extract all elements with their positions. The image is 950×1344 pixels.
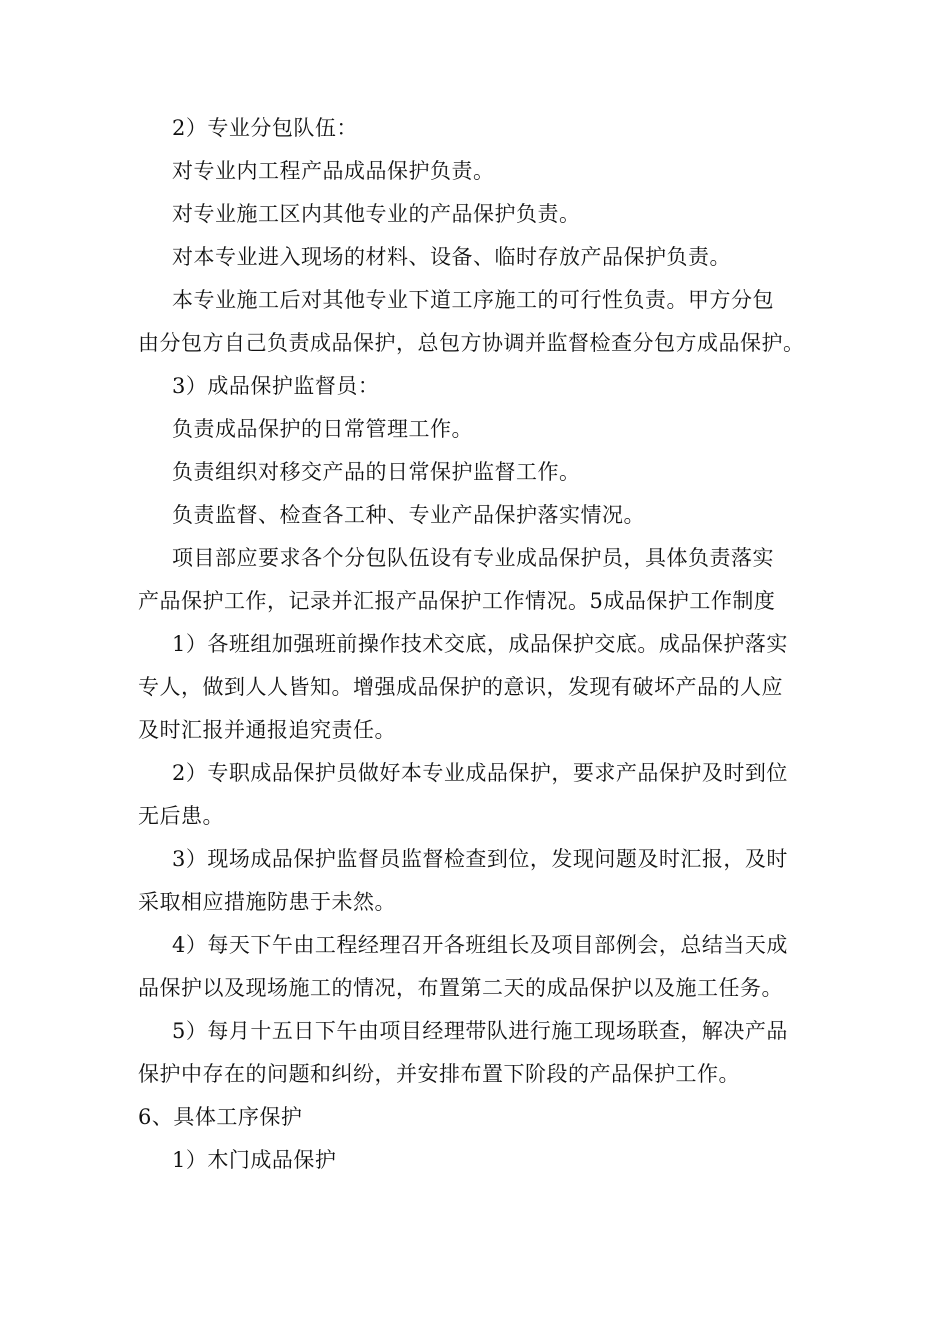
text-line: 无后患。 [138, 804, 224, 828]
text-line: 保护中存在的问题和纠纷，并安排布置下阶段的产品保护工作。 [138, 1062, 740, 1086]
text-line: 2）专职成品保护员做好本专业成品保护，要求产品保护及时到位 [172, 761, 788, 785]
text-line: 负责组织对移交产品的日常保护监督工作。 [172, 460, 581, 484]
text-line: 1）木门成品保护 [172, 1148, 337, 1172]
text-line: 3）现场成品保护监督员监督检查到位，发现问题及时汇报，及时 [172, 847, 788, 871]
text-line: 专人，做到人人皆知。增强成品保护的意识，发现有破坏产品的人应 [138, 675, 783, 699]
text-line: 项目部应要求各个分包队伍设有专业成品保护员，具体负责落实 [172, 546, 774, 570]
text-line: 负责成品保护的日常管理工作。 [172, 417, 473, 441]
text-line: 4）每天下午由工程经理召开各班组长及项目部例会，总结当天成 [172, 933, 788, 957]
text-line: 对专业内工程产品成品保护负责。 [172, 159, 495, 183]
text-line: 3）成品保护监督员： [172, 374, 380, 398]
document-body [138, 107, 818, 1182]
text-line: 由分包方自己负责成品保护，总包方协调并监督检查分包方成品保护。 [138, 331, 805, 355]
text-line: 1）各班组加强班前操作技术交底，成品保护交底。成品保护落实 [172, 632, 788, 656]
text-line: 品保护以及现场施工的情况，布置第二天的成品保护以及施工任务。 [138, 976, 783, 1000]
text-line: 对本专业进入现场的材料、设备、临时存放产品保护负责。 [172, 245, 731, 269]
text-line: 及时汇报并通报追究责任。 [138, 718, 396, 742]
text-line: 负责监督、检查各工种、专业产品保护落实情况。 [172, 503, 645, 527]
text-line: 2）专业分包队伍： [172, 116, 358, 140]
text-line: 5）每月十五日下午由项目经理带队进行施工现场联查，解决产品 [172, 1019, 788, 1043]
text-line: 6、具体工序保护 [138, 1105, 303, 1129]
text-line: 采取相应措施防患于未然。 [138, 890, 396, 914]
text-line: 对专业施工区内其他专业的产品保护负责。 [172, 202, 581, 226]
text-line: 本专业施工后对其他专业下道工序施工的可行性负责。甲方分包 [172, 288, 774, 312]
text-line: 产品保护工作，记录并汇报产品保护工作情况。5成品保护工作制度 [138, 589, 776, 613]
